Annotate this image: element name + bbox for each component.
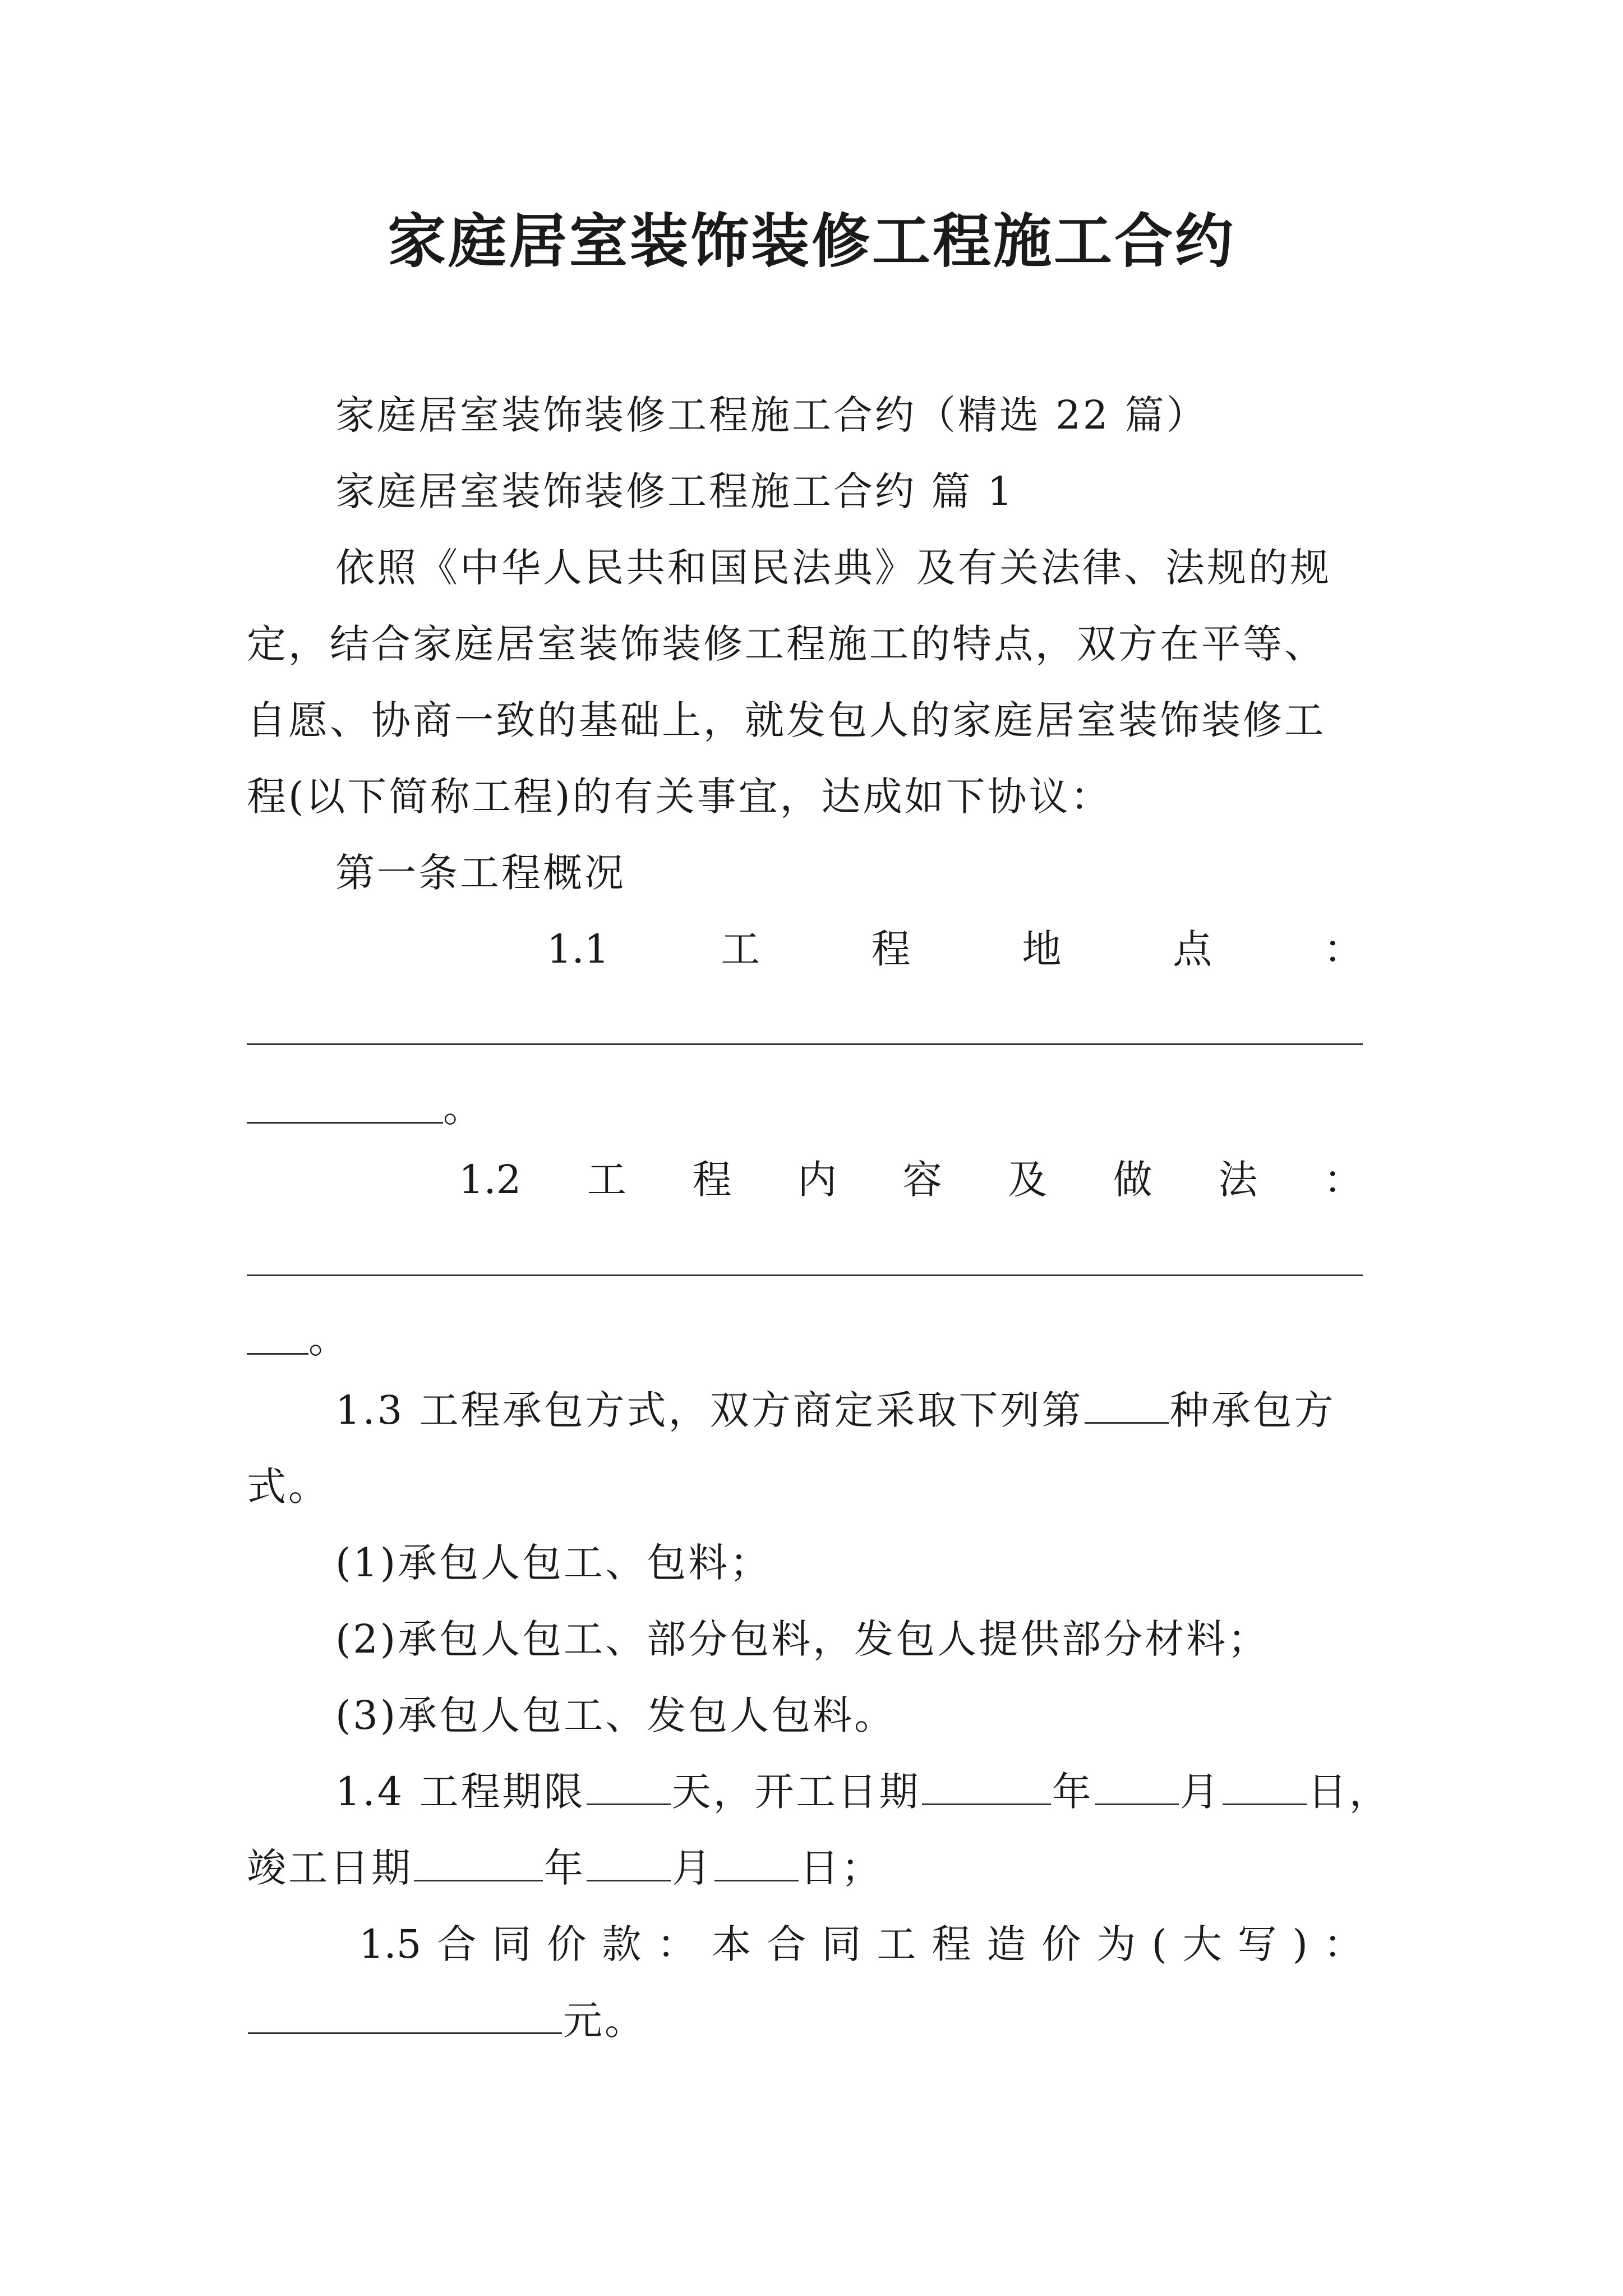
item-1-5-char: 写	[1237, 1921, 1277, 1967]
item-1-5-char: 合	[767, 1921, 806, 1967]
item-1-5-char: 为	[1096, 1921, 1136, 1967]
item-1-3-text-cont: 种承包方	[1169, 1387, 1336, 1433]
item-1-5-char: 价	[547, 1921, 587, 1967]
item-1-4-text: 日，	[1307, 1769, 1391, 1815]
item-1-1-char: 地	[1022, 926, 1062, 972]
article-1-heading: 第一条工程概况	[335, 850, 626, 896]
item-1-1-char: 程	[871, 926, 911, 972]
item-1-4-text: 1.4 工程期限	[335, 1769, 585, 1815]
item-1-5-char: ：	[657, 1921, 697, 1967]
item-1-1-char: 工	[721, 926, 760, 972]
item-1-2-label	[459, 1152, 1363, 1208]
item-1-4-text: 月	[1179, 1769, 1221, 1815]
item-1-5-char: 同	[822, 1921, 861, 1967]
item-1-1-colon: ：	[1324, 926, 1363, 972]
item-1-5-char: 造	[986, 1921, 1026, 1967]
item-1-5-char: 本	[712, 1921, 751, 1967]
item-1-5-char: 1.5	[359, 1921, 422, 1967]
item-1-3-line-1	[335, 1382, 1336, 1438]
item-1-2-colon: ：	[1323, 1157, 1363, 1203]
item-1-5-char: (	[1151, 1921, 1167, 1967]
blank-start-month	[1095, 1764, 1179, 1805]
item-1-5-char: ：	[1323, 1921, 1363, 1967]
item-1-5-char: )	[1292, 1921, 1308, 1967]
intro-line-2: 定，结合家庭居室装饰装修工程施工的特点，双方在平等、	[247, 621, 1326, 667]
item-1-1-label	[547, 921, 1363, 977]
blank-start-year	[922, 1764, 1051, 1805]
intro-line-1: 依照《中华人民共和国民法典》及有关法律、法规的规	[335, 545, 1331, 591]
blank-end-year	[414, 1841, 543, 1881]
option-2: (2)承包人包工、部分包料，发包人提供部分材料；	[335, 1616, 1270, 1662]
fill-line-location	[247, 1043, 1363, 1045]
item-1-1-end: 。	[443, 1085, 485, 1131]
blank-contract-price	[248, 1993, 562, 2034]
blank-contract-mode	[1085, 1383, 1169, 1424]
item-1-5-char: 工	[877, 1921, 916, 1967]
item-1-4-text: 竣工日期	[247, 1845, 413, 1891]
intro-line-4: 程(以下简称工程)的有关事宜，达成如下协议：	[247, 774, 1112, 820]
item-1-5-line-2	[247, 1993, 646, 2049]
item-1-5-char: 价	[1041, 1921, 1081, 1967]
item-1-2-char: 容	[902, 1157, 942, 1203]
blank-end-day	[714, 1841, 799, 1881]
fill-line-content-cont	[247, 1353, 308, 1355]
intro-line-3: 自愿、协商一致的基础上，就发包人的家庭居室装饰装修工	[247, 697, 1326, 743]
item-1-2-number: 1.2	[459, 1157, 522, 1203]
item-1-5-char: 大	[1182, 1921, 1222, 1967]
item-1-5-char: 合	[437, 1921, 477, 1967]
blank-end-month	[587, 1841, 671, 1881]
option-1: (1)承包人包工、包料；	[335, 1540, 772, 1586]
item-1-2-char: 程	[692, 1157, 732, 1203]
item-1-3-line-2: 式。	[247, 1464, 330, 1510]
item-1-4-text: 天，开工日期	[671, 1769, 921, 1815]
blank-days	[587, 1764, 671, 1805]
item-1-5-char: 同	[492, 1921, 532, 1967]
section-heading: 家庭居室装饰装修工程施工合约 篇 1	[335, 468, 1015, 514]
fill-line-content	[247, 1274, 1363, 1276]
item-1-4-line-1	[335, 1764, 1391, 1820]
document-title: 家庭居室装饰装修工程施工合约	[387, 206, 1235, 275]
item-1-1-number: 1.1	[547, 926, 610, 972]
item-1-2-char: 工	[587, 1157, 626, 1203]
item-1-2-char: 内	[797, 1157, 837, 1203]
option-3: (3)承包人包工、发包人包料。	[335, 1692, 896, 1738]
item-1-4-text: 月	[672, 1845, 713, 1891]
item-1-2-char: 做	[1113, 1157, 1152, 1203]
item-1-2-char: 法	[1218, 1157, 1258, 1203]
item-1-5-char: 款	[602, 1921, 642, 1967]
item-1-5-char: 程	[932, 1921, 971, 1967]
item-1-5-end: 元。	[563, 1998, 646, 2044]
item-1-5-label	[359, 1916, 1363, 1972]
blank-start-day	[1223, 1764, 1307, 1805]
item-1-4-line-2	[247, 1840, 883, 1896]
item-1-2-end: 。	[308, 1316, 350, 1362]
item-1-3-text: 1.3 工程承包方式，双方商定采取下列第	[335, 1387, 1083, 1433]
fill-line-location-cont	[247, 1122, 443, 1124]
item-1-4-text: 日；	[800, 1845, 883, 1891]
item-1-2-char: 及	[1008, 1157, 1048, 1203]
subtitle: 家庭居室装饰装修工程施工合约（精选 22 篇）	[335, 392, 1208, 438]
item-1-4-text: 年	[1052, 1769, 1094, 1815]
item-1-1-char: 点	[1173, 926, 1212, 972]
item-1-4-text: 年	[544, 1845, 585, 1891]
